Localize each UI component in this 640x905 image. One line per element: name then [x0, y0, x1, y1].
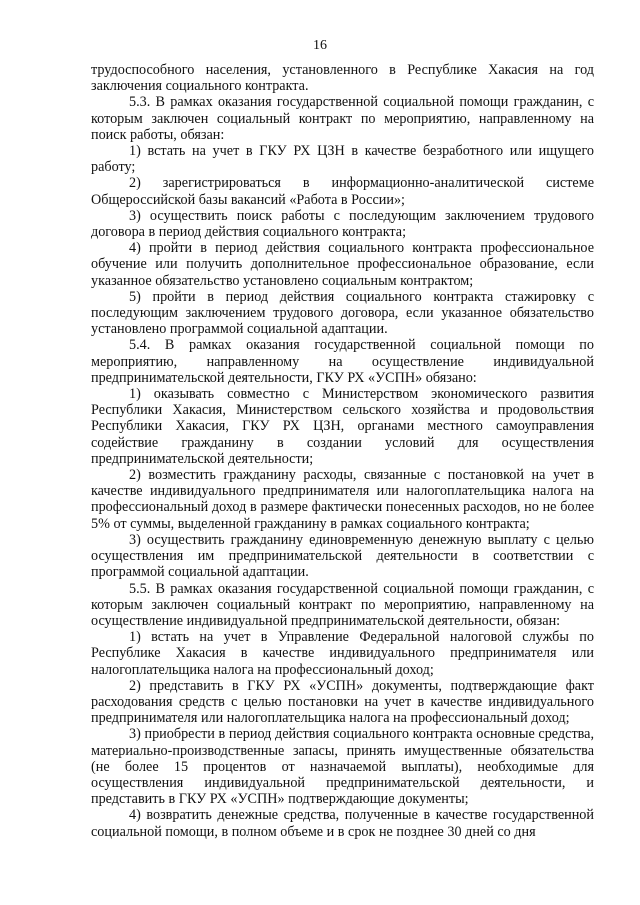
list-item: 5) пройти в период действия социального контракта стажировку с последующим заключением трудового договора, если указанное обязательство установлено программой социальной адаптации. — [91, 288, 594, 338]
list-item: 2) зарегистрироваться в информационно-аналитической системе Общероссийской базы вакансий «Работа в России»; — [91, 175, 594, 208]
list-item: 1) встать на учет в Управление Федеральной налоговой службы по Республике Хакасия в качестве индивидуального предпринимателя или налогоплательщика налога на профессиональный доход; — [91, 629, 594, 678]
list-item: 3) осуществить поиск работы с последующим заключением трудового договора в период действия социального контракта; — [91, 207, 594, 241]
list-item: 2) возместить гражданину расходы, связанные с постановкой на учет в качестве индивидуального предпринимателя или налогоплательщика налога на профессиональный доход в размере фактически понесенных расходов, но не более 5% от суммы, выделенной гражданину в рамках социального контракта; — [91, 467, 594, 532]
clause-5-4: 5.4. В рамках оказания государственной социальной помощи по мероприятию, направленному на осуществление индивидуальной предпринимательской деятельности, ГКУ РХ «УСПН» обязано: — [91, 337, 594, 386]
clause-5-5: 5.5. В рамках оказания государственной социальной помощи гражданин, с которым заключен социальный контракт по мероприятию, направленному на осуществление индивидуальной предпринимательской деятельности, обязан: — [91, 580, 594, 629]
list-item: 1) оказывать совместно с Министерством экономического развития Республики Хакасия, Министерством сельского хозяйства и продовольствия Республики Хакасия, ГКУ РХ ЦЗН, органами местного самоуправления содействие гражданину в создании условий для осуществления предпринимательской деятельности; — [91, 386, 594, 467]
page-number: 16 — [313, 38, 327, 53]
list-item: 2) представить в ГКУ РХ «УСПН» документы, подтверждающие факт расходования средств с целью постановки на учет в качестве индивидуального предпринимателя или налогоплательщика налога на профессиональный доход; — [91, 677, 594, 727]
paragraph: трудоспособного населения, установленного в Республике Хакасия на год заключения социального контракта. — [91, 62, 594, 95]
list-item: 3) осуществить гражданину единовременную денежную выплату с целью осуществления им предпринимательской деятельности в соответствии с программой социальной адаптации. — [91, 531, 594, 581]
clause-5-3: 5.3. В рамках оказания государственной социальной помощи гражданин, с которым заключен социальный контракт по мероприятию, направленному на поиск работы, обязан: — [91, 94, 594, 143]
list-item: 4) пройти в период действия социального контракта профессиональное обучение или получить дополнительное профессиональное образование, если указанное обязательство установлено социальным контрактом; — [91, 240, 594, 289]
document-body — [91, 62, 594, 840]
list-item: 4) возвратить денежные средства, полученные в качестве государственной социальной помощи, в полном объеме и в срок не позднее 30 дней со дня — [91, 807, 594, 840]
list-item: 3) приобрести в период действия социального контракта основные средства, материально-производственные запасы, принять имущественные обязательства (не более 15 процентов от назначаемой выплаты), необходимые для осуществления индивидуальной предпринимательской деятельности, и представить в ГКУ РХ «УСПН» подтверждающие документы; — [91, 726, 594, 808]
list-item: 1) встать на учет в ГКУ РХ ЦЗН в качестве безработного или ищущего работу; — [91, 143, 594, 176]
